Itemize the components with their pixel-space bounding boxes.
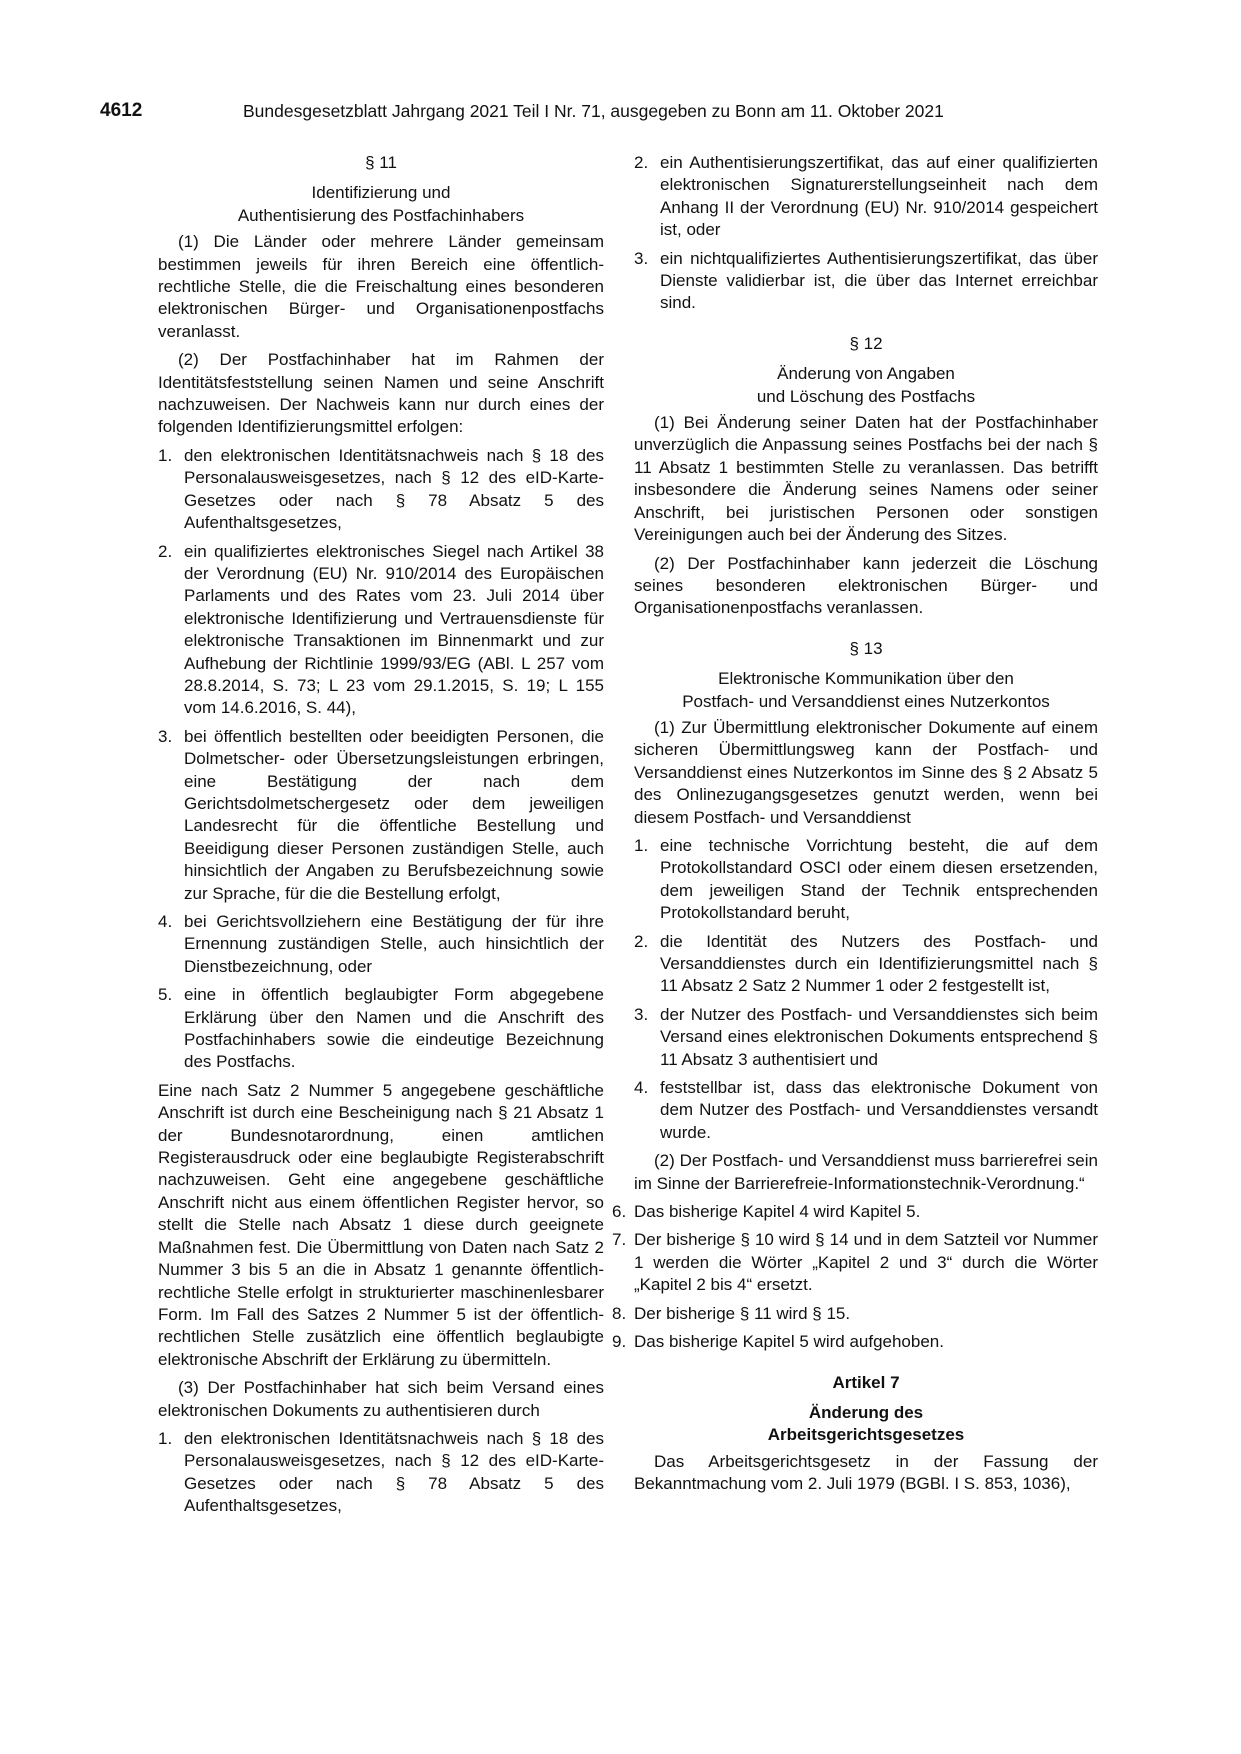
- amendment-item-number: 6.: [612, 1202, 627, 1222]
- list-item: [634, 835, 1098, 925]
- amendment-item-number: 8.: [612, 1303, 627, 1323]
- list-item: [158, 1428, 604, 1518]
- section-12-number: § 12: [849, 333, 883, 353]
- amendment-item-number: 9.: [612, 1332, 627, 1352]
- article-7-number: Artikel 7: [832, 1372, 900, 1392]
- list-item-text: der Nutzer des Postfach- und Versanddienstes sich beim Versand eines elektronischen Dokuments entsprechend § 11 Absatz 3 authentisiert und: [660, 1004, 1098, 1069]
- section-12-title: [634, 363, 1098, 408]
- s12-paragraph-1: (1) Bei Änderung seiner Daten hat der Postfachinhaber unverzüglich die Anpassung seines Postfachs bei der nach § 11 Absatz 1 bestimmten Stelle zu veranlassen. Das betrifft insbesondere die Änderung seines Namens oder seiner Anschrift, bei juristischen Personen oder sonstigen Vereinigungen auch bei der Änderung des Sitzes.: [634, 413, 1098, 545]
- section-12-title-line: und Löschung des Postfachs: [756, 386, 976, 406]
- amendment-item-text: Der bisherige § 10 wird § 14 und in dem Satzteil vor Nummer 1 werden die Wörter „Kapitel 2 und 3“ durch die Wörter „Kapitel 2 bis 4“ ersetzt.: [634, 1230, 1098, 1295]
- amendment-items: [612, 1201, 1098, 1353]
- amendment-item-number: 7.: [612, 1230, 627, 1250]
- s13-paragraph-1: (1) Zur Übermittlung elektronischer Dokumente auf einem sicheren Übermittlungsweg kann der Postfach- und Versanddienst eines Nutzerkontos im Sinne des § 2 Absatz 5 des Onlinezugangsgesetzes genutzt werden, wenn bei diesem Postfach- und Versanddienst: [634, 717, 1098, 827]
- list-item-text: eine in öffentlich beglaubigter Form abgegebene Erklärung über den Namen und die Anschrift des Postfachinhabers sowie die eindeutige Bezeichnung des Postfachs.: [184, 985, 604, 1072]
- s12-paragraph-2: (2) Der Postfachinhaber kann jederzeit die Löschung seines besonderen elektronischen Bürger- und Organisationenpostfachs veranlassen.: [634, 553, 1098, 618]
- right-column: [612, 152, 1098, 1502]
- list-item-text: ein qualifiziertes elektronisches Siegel nach Artikel 38 der Verordnung (EU) Nr. 910/2014 des Europäischen Parlaments und des Rates vom 23. Juli 2014 über elektronische Identifizierung und Vertrauensdienste für elektronische Transaktionen im Binnenmarkt und zur Aufhebung der Richtlinie 1999/93/EG (ABl. L 257 vom 28.8.2014, S. 73; L 23 vom 29.1.2015, S. 19; L 155 vom 14.6.2016, S. 44),: [184, 541, 604, 718]
- list-item-text: den elektronischen Identitätsnachweis nach § 18 des Personalausweisgesetzes, nach § 12 des eID-Karte-Gesetzes oder nach § 78 Absatz 5 des Aufenthaltsgesetzes,: [184, 445, 604, 533]
- s11-paragraph-3: (3) Der Postfachinhaber hat sich beim Versand eines elektronischen Dokuments zu authentisieren durch: [158, 1378, 604, 1420]
- list-item-text: feststellbar ist, dass das elektronische Dokument von dem Nutzer des Postfach- und Versanddienstes versandt wurde.: [660, 1078, 1098, 1142]
- section-13-title-line: Postfach- und Versanddienst eines Nutzerkontos: [682, 691, 1050, 711]
- amendment-item-text: Der bisherige § 11 wird § 15.: [634, 1303, 851, 1323]
- list-item: [158, 445, 604, 535]
- list-item-number: 1.: [634, 835, 649, 855]
- section-13-number: § 13: [849, 638, 883, 658]
- amendment-item: [612, 1201, 1098, 1223]
- header-title: Bundesgesetzblatt Jahrgang 2021 Teil I Nr. 71, ausgegeben zu Bonn am 11. Oktober 2021: [243, 101, 944, 121]
- amendment-item: [612, 1303, 1098, 1325]
- list-item: [634, 152, 1098, 242]
- list-item-number: 4.: [634, 1078, 649, 1098]
- article-7-paragraph: Das Arbeitsgerichtsgesetz in der Fassung der Bekanntmachung vom 2. Juli 1979 (BGBl. I S. 853, 1036),: [634, 1451, 1098, 1494]
- section-11-title-line: Identifizierung und: [311, 183, 451, 203]
- list-item-number: 2.: [634, 931, 649, 951]
- list-item-text: bei Gerichtsvollziehern eine Bestätigung der für ihre Ernennung zuständigen Stelle, auch hinsichtlich der Dienstbezeichnung, oder: [184, 912, 604, 976]
- list-item-number: 3.: [634, 248, 649, 268]
- amendment-item-text: Das bisherige Kapitel 4 wird Kapitel 5.: [634, 1202, 921, 1222]
- list-item: [634, 931, 1098, 998]
- page-number: 4612: [100, 100, 143, 121]
- section-11-title-line: Authentisierung des Postfachinhabers: [237, 205, 525, 225]
- list-item-text: bei öffentlich bestellten oder beeidigten Personen, die Dolmetscher- oder Übersetzungsleistungen erbringen, eine Bestätigung der nach dem Gerichtsdolmetschergesetz oder dem jeweiligen Landesrecht für die öffentliche Bestellung und Beeidigung dieser Personen zuständigen Stelle, auch hinsichtlich der Angaben zu Berufsbezeichnung sowie zur Sprache, für die die Bestellung erfolgt,: [184, 726, 604, 903]
- s13-paragraph-2: (2) Der Postfach- und Versanddienst muss barrierefrei sein im Sinne der Barrierefreie-Informationstechnik-Verordnung.“: [634, 1151, 1098, 1193]
- list-item-text: den elektronischen Identitätsnachweis nach § 18 des Personalausweisgesetzes, nach § 12 des eID-Karte-Gesetzes oder nach § 78 Absatz 5 des Aufenthaltsgesetzes,: [184, 1428, 604, 1516]
- list-item: [158, 911, 604, 978]
- list-item-text: ein nichtqualifiziertes Authentisierungszertifikat, das über Dienste validierbar ist, die über das Internet erreichbar sind.: [660, 248, 1098, 313]
- section-12-title-line: Änderung von Angaben: [777, 364, 955, 384]
- list-item: [158, 984, 604, 1074]
- list-item: [634, 1004, 1098, 1071]
- list-item: [634, 248, 1098, 315]
- s11-paragraph-2-continuation: Eine nach Satz 2 Nummer 5 angegebene geschäftliche Anschrift ist durch eine Bescheinigung nach § 21 Absatz 1 der Bundesnotarordnung, einen amtlichen Registerausdruck oder eine beglaubigte Registerabschrift nachzuweisen. Geht eine angegebene geschäftliche Anschrift nicht aus einem öffentlichen Register hervor, so stellt die Stelle nach Absatz 1 diese durch geeignete Maßnahmen fest. Die Übermittlung von Daten nach Satz 2 Nummer 3 bis 5 an die in Absatz 1 genannte öffentlich-rechtliche Stelle erfolgt in strukturierter maschinenlesbarer Form. Im Fall des Satzes 2 Nummer 5 ist der öffentlich-rechtlichen Stelle zusätzlich eine öffentlich beglaubigte elektronische Abschrift der Erklärung zu übermitteln.: [158, 1080, 604, 1369]
- list-item-text: die Identität des Nutzers des Postfach- und Versanddienstes durch ein Identifizierungsmittel nach § 11 Absatz 2 Satz 2 Nummer 1 oder 2 festgestellt ist,: [660, 931, 1098, 996]
- s11-paragraph-2: (2) Der Postfachinhaber hat im Rahmen der Identitätsfeststellung seinen Namen und seine Anschrift nachzuweisen. Der Nachweis kann nur durch eines der folgenden Identifizierungsmittel erfolgen:: [158, 350, 604, 437]
- amendment-item: [612, 1229, 1098, 1296]
- section-13-title-line: Elektronische Kommunikation über den: [718, 669, 1014, 689]
- list-item-number: 3.: [634, 1004, 649, 1024]
- list-item-number: 2.: [158, 541, 173, 561]
- list-item-number: 3.: [158, 726, 173, 746]
- article-7-title-line: Änderung des: [808, 1402, 924, 1422]
- s13-list: [634, 835, 1098, 1144]
- section-11-number: § 11: [365, 153, 397, 172]
- section-11-title: [158, 182, 604, 227]
- s11-list-2: [158, 445, 604, 1074]
- list-item-text: ein Authentisierungszertifikat, das auf einer qualifizierten elektronischen Signaturerstellungseinheit nach dem Anhang II der Verordnung (EU) Nr. 910/2014 gespeichert ist, oder: [660, 153, 1098, 240]
- left-column: [158, 152, 604, 1524]
- list-item-number: 4.: [158, 912, 173, 931]
- s11-paragraph-1: (1) Die Länder oder mehrere Länder gemeinsam bestimmen jeweils für ihren Bereich eine öffentlich-rechtliche Stelle, die die Freischaltung eines besonderen elektronischen Bürger- und Organisationenpostfachs veranlasst.: [158, 232, 604, 341]
- article-7-title: [634, 1402, 1098, 1447]
- list-item-text: eine technische Vorrichtung besteht, die auf dem Protokollstandard OSCI oder einem diesen ersetzenden, dem jeweiligen Stand der Technik entsprechenden Protokollstandard beruht,: [660, 835, 1098, 923]
- list-item: [634, 1077, 1098, 1144]
- section-13-title: [634, 668, 1098, 713]
- amendment-item-text: Das bisherige Kapitel 5 wird aufgehoben.: [634, 1332, 944, 1352]
- list-item-number: 1.: [158, 445, 173, 465]
- list-item-number: 2.: [634, 153, 649, 172]
- list-item-number: 5.: [158, 985, 173, 1005]
- article-7-title-line: Arbeitsgerichtsgesetzes: [767, 1425, 965, 1445]
- list-item-number: 1.: [158, 1428, 173, 1448]
- page-header: [100, 100, 1150, 126]
- list-item: [158, 541, 604, 720]
- amendment-item: [612, 1331, 1098, 1353]
- list-item: [158, 726, 604, 905]
